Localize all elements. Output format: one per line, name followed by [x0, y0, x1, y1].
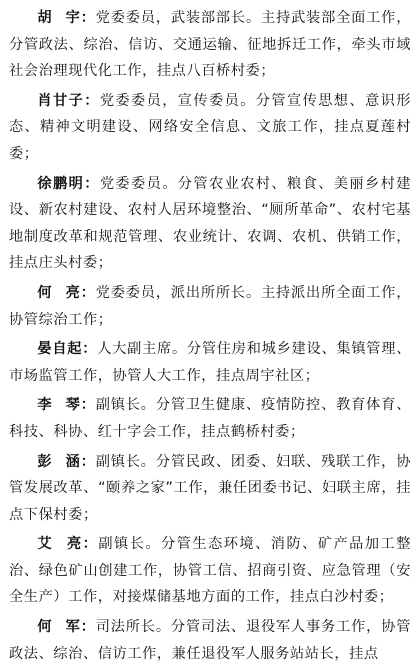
duties-text: 司法所长。分管司法、退役军人事务工作，协管政法、综治、信访工作，兼任退役军人服务站站长，挂点 — [9, 619, 411, 662]
person-name — [37, 341, 97, 357]
name-char: 何 — [37, 284, 53, 301]
duties-text: 副镇长。分管生态环境、消防、矿产品加工整治、绿色矿山创建工作，协管工信、招商引资、应急管理（安全生产）工作，对接煤储基地方面的工作，挂点白沙村委； — [9, 536, 411, 606]
entry-peng-han — [9, 449, 411, 529]
name-colon: ： — [80, 453, 96, 470]
name-char: 何 — [37, 619, 53, 636]
entry-xu-pengming — [9, 171, 411, 277]
name-text: 肖甘子 — [37, 92, 85, 109]
entry-ai-liang — [9, 531, 411, 611]
duties-text: 人大副主席。分管住房和城乡建设、集镇管理、市场监管工作，协管人大工作，挂点周宇社区； — [9, 341, 411, 384]
name-colon: ： — [84, 175, 100, 192]
name-colon: ： — [80, 10, 96, 26]
name-char: 琴 — [65, 397, 81, 414]
name-char: 军 — [65, 619, 81, 636]
name-text: 晏自起 — [37, 341, 83, 358]
name-char: 涵 — [65, 453, 81, 470]
name-char: 艾 — [37, 536, 54, 553]
duties-text: 党委委员，武装部部长。主持武装部全面工作，分管政法、综治、信访、交通运输、征地拆迁工作，牵头市域社会治理现代化工作，挂点八百桥村委； — [9, 10, 411, 80]
person-name — [37, 619, 95, 635]
name-char: 亮 — [66, 536, 83, 553]
name-colon: ： — [80, 619, 96, 636]
entry-xiao-ganzi — [9, 88, 411, 168]
person-name — [37, 397, 95, 413]
name-char: 李 — [37, 397, 53, 414]
duties-text: 党委委员。分管农业农村、粮食、美丽乡村建设、新农村建设、农村人居环境整治、“厕所革命”、农村宅基地制度改革和规范管理、农业统计、农调、农机、供销工作，挂点庄头村委； — [9, 175, 411, 272]
person-name — [37, 285, 95, 301]
name-colon: ： — [80, 397, 96, 414]
duties-text: 副镇长。分管卫生健康、疫情防控、教育体育、科技、科协、红十字会工作，挂点鹤桥村委； — [9, 397, 411, 440]
entry-he-jun — [9, 614, 411, 667]
name-char: 胡 — [37, 10, 53, 26]
entry-li-qin — [9, 392, 411, 445]
name-colon: ： — [82, 536, 99, 553]
name-text: 徐鹏明 — [37, 175, 85, 192]
person-name — [37, 93, 99, 109]
duties-text: 副镇长。分管民政、团委、妇联、残联工作，协管发展改革、“颐养之家”工作，兼任团委书记、妇联主席，挂点下保村委； — [9, 453, 411, 523]
entry-he-liang — [9, 280, 411, 333]
name-colon: ： — [84, 92, 100, 109]
name-char: 宇 — [65, 10, 81, 26]
person-name — [37, 176, 99, 192]
entry-yan-ziqi — [9, 336, 411, 389]
person-name — [37, 454, 95, 470]
name-char: 亮 — [65, 284, 81, 301]
name-colon: ： — [80, 284, 96, 301]
name-colon: ： — [82, 341, 98, 358]
person-name — [37, 536, 98, 552]
duties-text: 党委委员，派出所所长。主持派出所全面工作，协管综治工作； — [9, 284, 411, 328]
duties-text: 党委委员，宣传委员。分管宣传思想、意识形态、精神文明建设、网络安全信息、文旅工作，挂点夏莲村委； — [9, 92, 411, 162]
name-char: 彭 — [37, 453, 53, 470]
entry-hu-yu — [9, 5, 411, 85]
person-name — [37, 10, 95, 26]
